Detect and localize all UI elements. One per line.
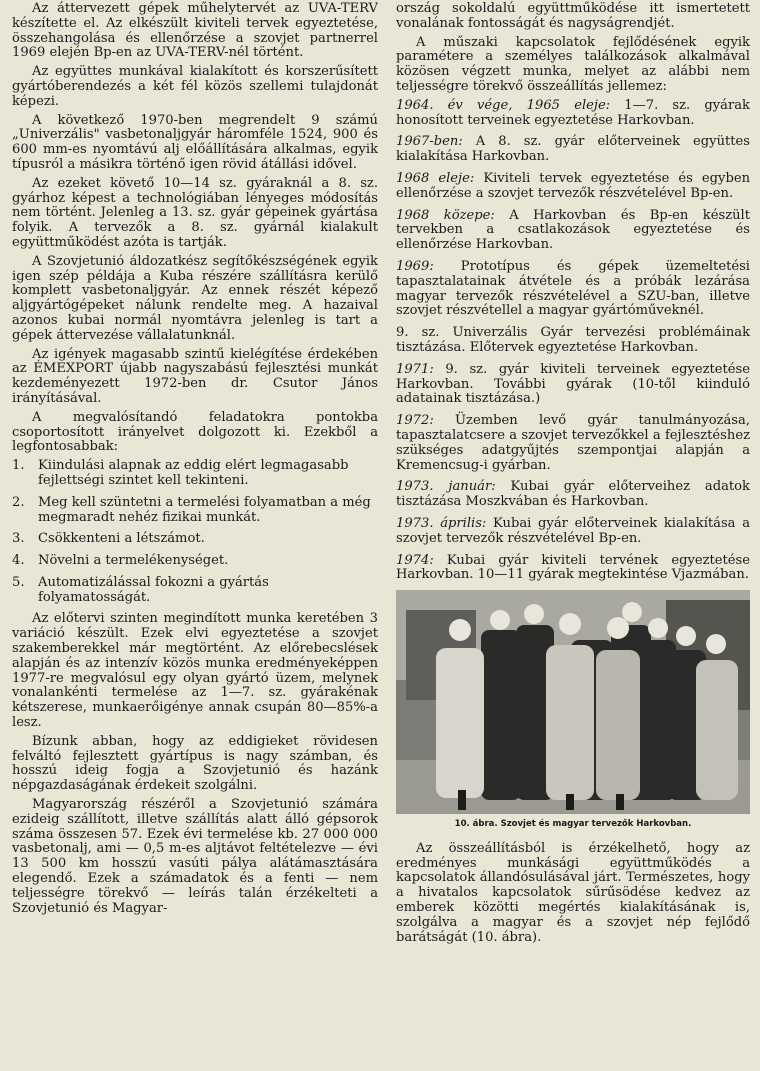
entry-text: Kubai gyár előterveinek kialakítása a szovjet tervezők részvételével Bp-en. bbox=[396, 515, 750, 546]
list-item bbox=[12, 459, 378, 489]
list-item bbox=[12, 576, 378, 606]
entry-date: 1974: bbox=[396, 552, 434, 568]
right-column bbox=[396, 2, 750, 949]
paragraph: Bízunk abban, hogy az eddigieket rövidesen felváltó fejlesztett gyártípus is nagy számban, és hosszú ideig fogja a Szovjetunió és hazánk népgazdaságának érdekeit szolgálni. bbox=[12, 733, 378, 794]
paragraph: Az ezeket követő 10—14 sz. gyáraknál a 8. sz. gyárhoz képest a technológiában lényeges módosítás nem történt. Jelenleg a 13. sz. gyár gépeinek gyártása folyik. A tervezők a 8. sz. gyárnál kialakult együttműködést azóta is tartják. bbox=[12, 175, 378, 250]
chronology-entry bbox=[396, 363, 750, 407]
paragraph: Magyarország részéről a Szovjetunió számára ezideig szállított, illetve szállítás alatt álló gépsorok száma összesen 57. Ezek évi termelése kb. 27 000 000 vasbetonalj, ami — 0,5 m-es aljtávot feltételezve — évi 13 500 km hosszú vasúti pálya alátámasztására elegendő. Ezek a számadatok és a fenti — nem teljességre törekvő — leírás talán érzékelteti a Szovjetunió és Magyar- bbox=[12, 797, 378, 916]
list-item bbox=[12, 554, 378, 569]
entry-date: 1973. január: bbox=[396, 479, 496, 495]
group-photo bbox=[396, 590, 750, 814]
chronology-entry bbox=[396, 99, 750, 129]
list-text: Növelni a termelékenységet. bbox=[38, 553, 229, 569]
entry-date: 1968 eleje: bbox=[396, 170, 475, 186]
paragraph: Az igények magasabb szintű kielégítése érdekében az ÉMEXPORT újabb nagyszabású fejlesztési munkát kezdeményezett 1972-ben dr. Csutor János irányításával. bbox=[12, 346, 378, 406]
group-photo-image bbox=[396, 590, 750, 814]
left-column bbox=[12, 2, 378, 920]
entry-text: A 8. sz. gyár előterveinek együttes kialakítása Harkovban. bbox=[396, 134, 750, 165]
chronology-entry bbox=[396, 414, 750, 473]
entry-date: 1971: bbox=[396, 361, 434, 377]
entry-text: A Harkovban és Bp-en készült tervekben a csatlakozások egyeztetése és ellenőrzése Harkovban. bbox=[396, 207, 750, 253]
entry-text: 1—7. sz. gyárak honosított terveinek egyeztetése Harkovban. bbox=[396, 97, 750, 128]
figure-caption: 10. ábra. Szovjet és magyar tervezők Harkovban. bbox=[454, 819, 692, 830]
paragraph: A műszaki kapcsolatok fejlődésének egyik paramétere a személyes találkozások alkalmával közösen végzett munka, melyet az alábbi nem teljességre törekvő összeállítás jellemez: bbox=[396, 34, 750, 94]
entry-date: 1973. április: bbox=[396, 515, 487, 531]
entry-date: 1969: bbox=[396, 258, 434, 274]
chronology-entry bbox=[396, 517, 750, 547]
entry-text: 9. sz. Univerzális Gyár tervezési problémáinak tisztázása. Előtervek egyeztetése Harkovban. bbox=[396, 325, 750, 355]
entry-text: Kubai gyár kiviteli tervének egyeztetése Harkovban. 10—11 gyárak megtekintése Vjazmában. bbox=[396, 552, 750, 583]
paragraph: Az együttes munkával kialakított és korszerűsített gyártóberendezés a két fél közös szellemi tulajdonát képezi. bbox=[12, 64, 378, 109]
chronology-entry bbox=[396, 326, 750, 356]
chronology-entry bbox=[396, 260, 750, 319]
list-text: Meg kell szüntetni a termelési folyamatban a még megmaradt nehéz fizikai munkát. bbox=[38, 494, 371, 525]
paragraph: Az összeállításból is érzékelhető, hogy az eredményes munkásági együttműködés a kapcsolatok állandósulásával járt. Természetes, hogy a hivatalos kapcsolatok sűrűsödése kedvez az emberek közötti megértés kialakításának is, szolgálva a magyar és a szovjet nép fejlődő barátságát (10. ábra). bbox=[396, 840, 750, 945]
list-number: 2. bbox=[12, 494, 25, 510]
entry-date: 1968 közepe: bbox=[396, 207, 495, 223]
paragraph: Az előtervi szinten megindított munka keretében 3 variáció készült. Ezek elvi egyeztetése a szovjet szakemberekkel már megtörtént. Az előrebecslések alapján és az intenzív közös munka eredményeképpen 1977-re megvalósul egy olyan gyártó üzem, melynek vonalankénti termelése az 1—7. sz. gyárakénak kétszerese, munkaerőigénye annak csupán 80—85%-a lesz. bbox=[12, 611, 378, 731]
list-number: 1. bbox=[12, 458, 25, 474]
list-text: Automatizálással fokozni a gyártás folyamatosságát. bbox=[38, 574, 269, 605]
entry-text: Üzemben levő gyár tanulmányozása, tapasztalatcsere a szovjet tervezőkkel a fejlesztéshez szükséges adatgyűjtés szempontjai alapján a Kremencsug-i gyárban. bbox=[396, 413, 750, 473]
paragraph: A következő 1970-ben megrendelt 9 számú „Univerzális" vasbetonaljgyár háromféle 1524, 900 és 600 mm-es nyomtávú alj előállítására alkalmas, egyik típusról a másikra történő igen rövid átállási idővel. bbox=[12, 112, 378, 172]
chronology-entry bbox=[396, 554, 750, 584]
list-item bbox=[12, 532, 378, 547]
chronology bbox=[396, 99, 750, 583]
chronology-entry bbox=[396, 172, 750, 202]
chronology-entry bbox=[396, 135, 750, 165]
entry-date: 1972: bbox=[396, 413, 434, 429]
paragraph: A Szovjetunió áldozatkész segítőkészségének egyik igen szép példája a Kuba részére szállításra kerülő komplett vasbetonaljgyár. Az ennek részét képező aljgyártógépeket nálunk rendelte meg. A hazaival azonos kubai normál nyomtávra jelenleg is tart a gépek áttervezése vállalatunknál. bbox=[12, 253, 378, 343]
list-number: 4. bbox=[12, 553, 25, 569]
guideline-list bbox=[12, 459, 378, 605]
paragraph: A megvalósítandó feladatokra pontokba csoportosított irányelvet dolgozott ki. Ezekből a legfontosabbak: bbox=[12, 409, 378, 455]
list-number: 5. bbox=[12, 574, 25, 590]
entry-text: Prototípus és gépek üzemeltetési tapasztalatainak átvétele és a próbák lezárása magyar tervezők részvételével a SZU-ban, illetve szovjet részvétellel a magyar gyártóműveknél. bbox=[396, 258, 750, 319]
entry-text: 9. sz. gyár kiviteli terveinek egyeztetése Harkovban. További gyárak (10-től kiinduló adatainak tisztázása.) bbox=[396, 361, 750, 407]
list-item bbox=[12, 496, 378, 526]
list-text: Csökkenteni a létszámot. bbox=[38, 531, 205, 547]
entry-date: 1964. év vége, 1965 eleje: bbox=[396, 97, 611, 113]
entry-date: 1967-ben: bbox=[396, 134, 463, 150]
chronology-entry bbox=[396, 480, 750, 510]
entry-text: Kiviteli tervek egyeztetése és egyben ellenőrzése a szovjet tervezők részvételével Bp-en. bbox=[396, 170, 751, 201]
entry-text: Kubai gyár előterveihez adatok tisztázása Moszkvában és Harkovban. bbox=[396, 479, 750, 510]
chronology-entry bbox=[396, 209, 750, 253]
paragraph: Az áttervezett gépek műhelytervét az UVA-TERV készítette el. Az elkészült kiviteli tervek egyeztetése, összehangolása és ellenőrzése a szovjet partnerrel 1969 elején Bp-en az UVA-TERV-nél történt. bbox=[12, 1, 378, 61]
list-number: 3. bbox=[12, 531, 25, 547]
paragraph: ország sokoldalú együttműködése itt ismertetett vonalának fontosságát és nagyságrendjét. bbox=[396, 1, 750, 31]
list-text: Kiindulási alapnak az eddig elért legmagasabb fejlettségi szintet kell tekinteni. bbox=[38, 458, 349, 488]
